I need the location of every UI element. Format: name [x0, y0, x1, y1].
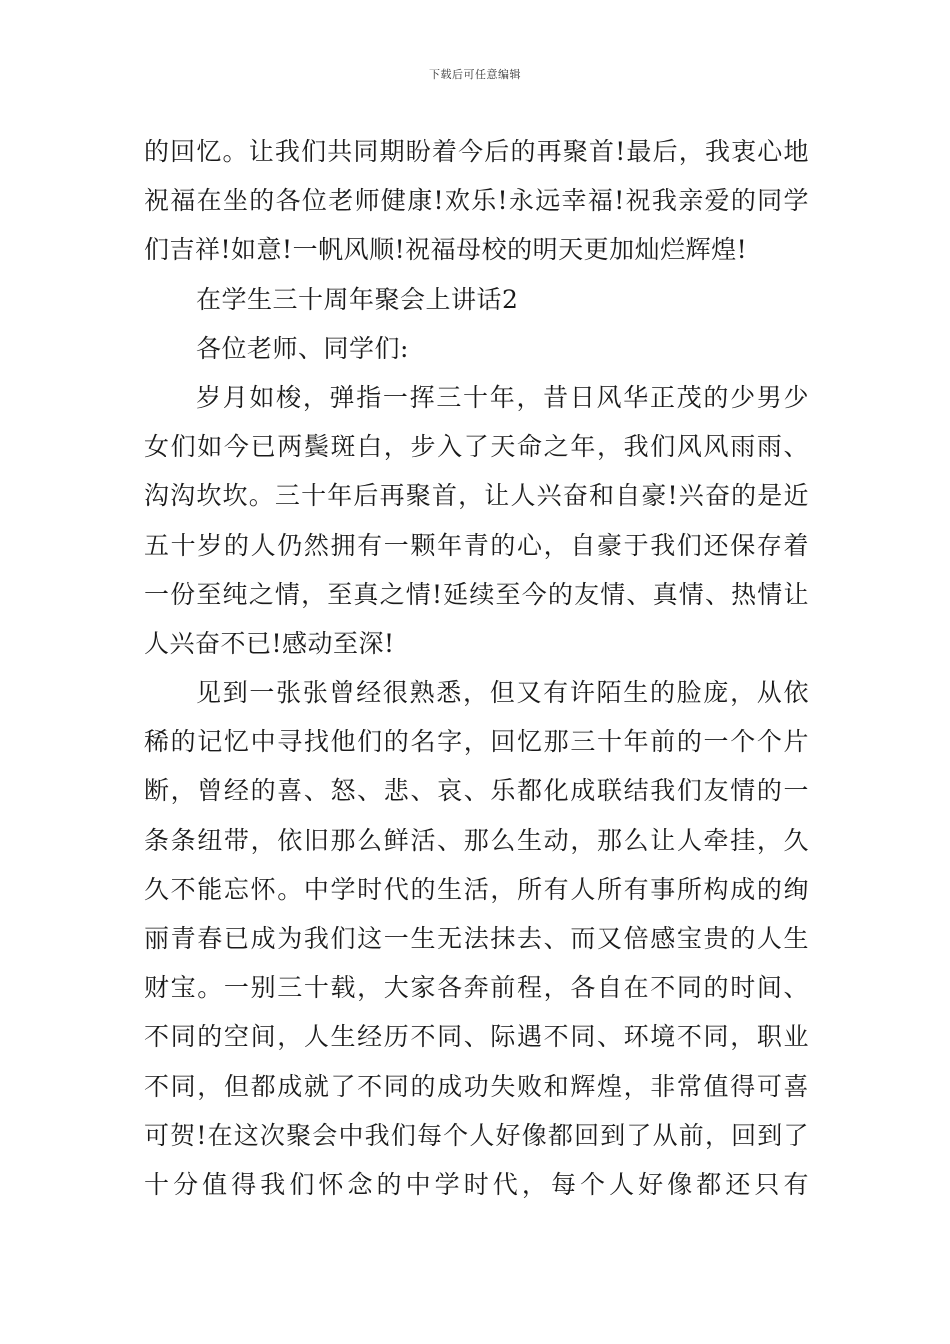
- text-line: 不同的空间，人生经历不同、际遇不同、环境不同，职业: [144, 1022, 809, 1052]
- text-line: 丽青春已成为我们这一生无法抹去、而又倍感宝贵的人生: [144, 924, 809, 953]
- header-note: 下载后可任意编辑: [429, 68, 521, 81]
- text-line: 们吉祥!如意!一帆风顺!祝福母校的明天更加灿烂辉煌!: [144, 235, 748, 265]
- section-title: 在学生三十周年聚会上讲话2: [196, 284, 519, 314]
- text-line: 的回忆。让我们共同期盼着今后的再聚首!最后，我衷心地: [144, 137, 809, 166]
- text-line: 条条纽带，依旧那么鲜活、那么生动，那么让人牵挂，久: [144, 825, 809, 855]
- text-line: 久不能忘怀。中学时代的生活，所有人所有事所构成的绚: [144, 874, 809, 904]
- text-line: 十分值得我们怀念的中学时代，每个人好像都还只有: [144, 1169, 809, 1199]
- text-line: 祝福在坐的各位老师健康!欢乐!永远幸福!祝我亲爱的同学: [144, 186, 809, 216]
- text-line: 断，曾经的喜、怒、悲、哀、乐都化成联结我们友情的一: [144, 776, 809, 806]
- text-line: 人兴奋不已!感动至深!: [144, 628, 395, 658]
- text-line: 女们如今已两鬓斑白，步入了天命之年，我们风风雨雨、: [144, 432, 809, 462]
- text-line: 财宝。一别三十载，大家各奔前程，各自在不同的时间、: [144, 973, 809, 1003]
- text-line: 五十岁的人仍然拥有一颗年青的心，自豪于我们还保存着: [144, 530, 809, 560]
- text-line: 见到一张张曾经很熟悉，但又有许陌生的脸庞，从依: [196, 678, 809, 708]
- text-line: 沟沟坎坎。三十年后再聚首，让人兴奋和自豪!兴奋的是近: [144, 481, 809, 511]
- document-body: [144, 127, 809, 1209]
- text-line: 不同，但都成就了不同的成功失败和辉煌，非常值得可喜: [144, 1071, 809, 1101]
- text-line: 稀的记忆中寻找他们的名字，回忆那三十年前的一个个片: [144, 727, 809, 757]
- salutation: 各位老师、同学们:: [196, 333, 409, 363]
- text-line: 可贺!在这次聚会中我们每个人好像都回到了从前，回到了: [144, 1120, 809, 1150]
- text-line: 一份至纯之情，至真之情!延续至今的友情、真情、热情让: [144, 579, 809, 609]
- text-line: 岁月如梭，弹指一挥三十年，昔日风华正茂的少男少: [196, 382, 809, 412]
